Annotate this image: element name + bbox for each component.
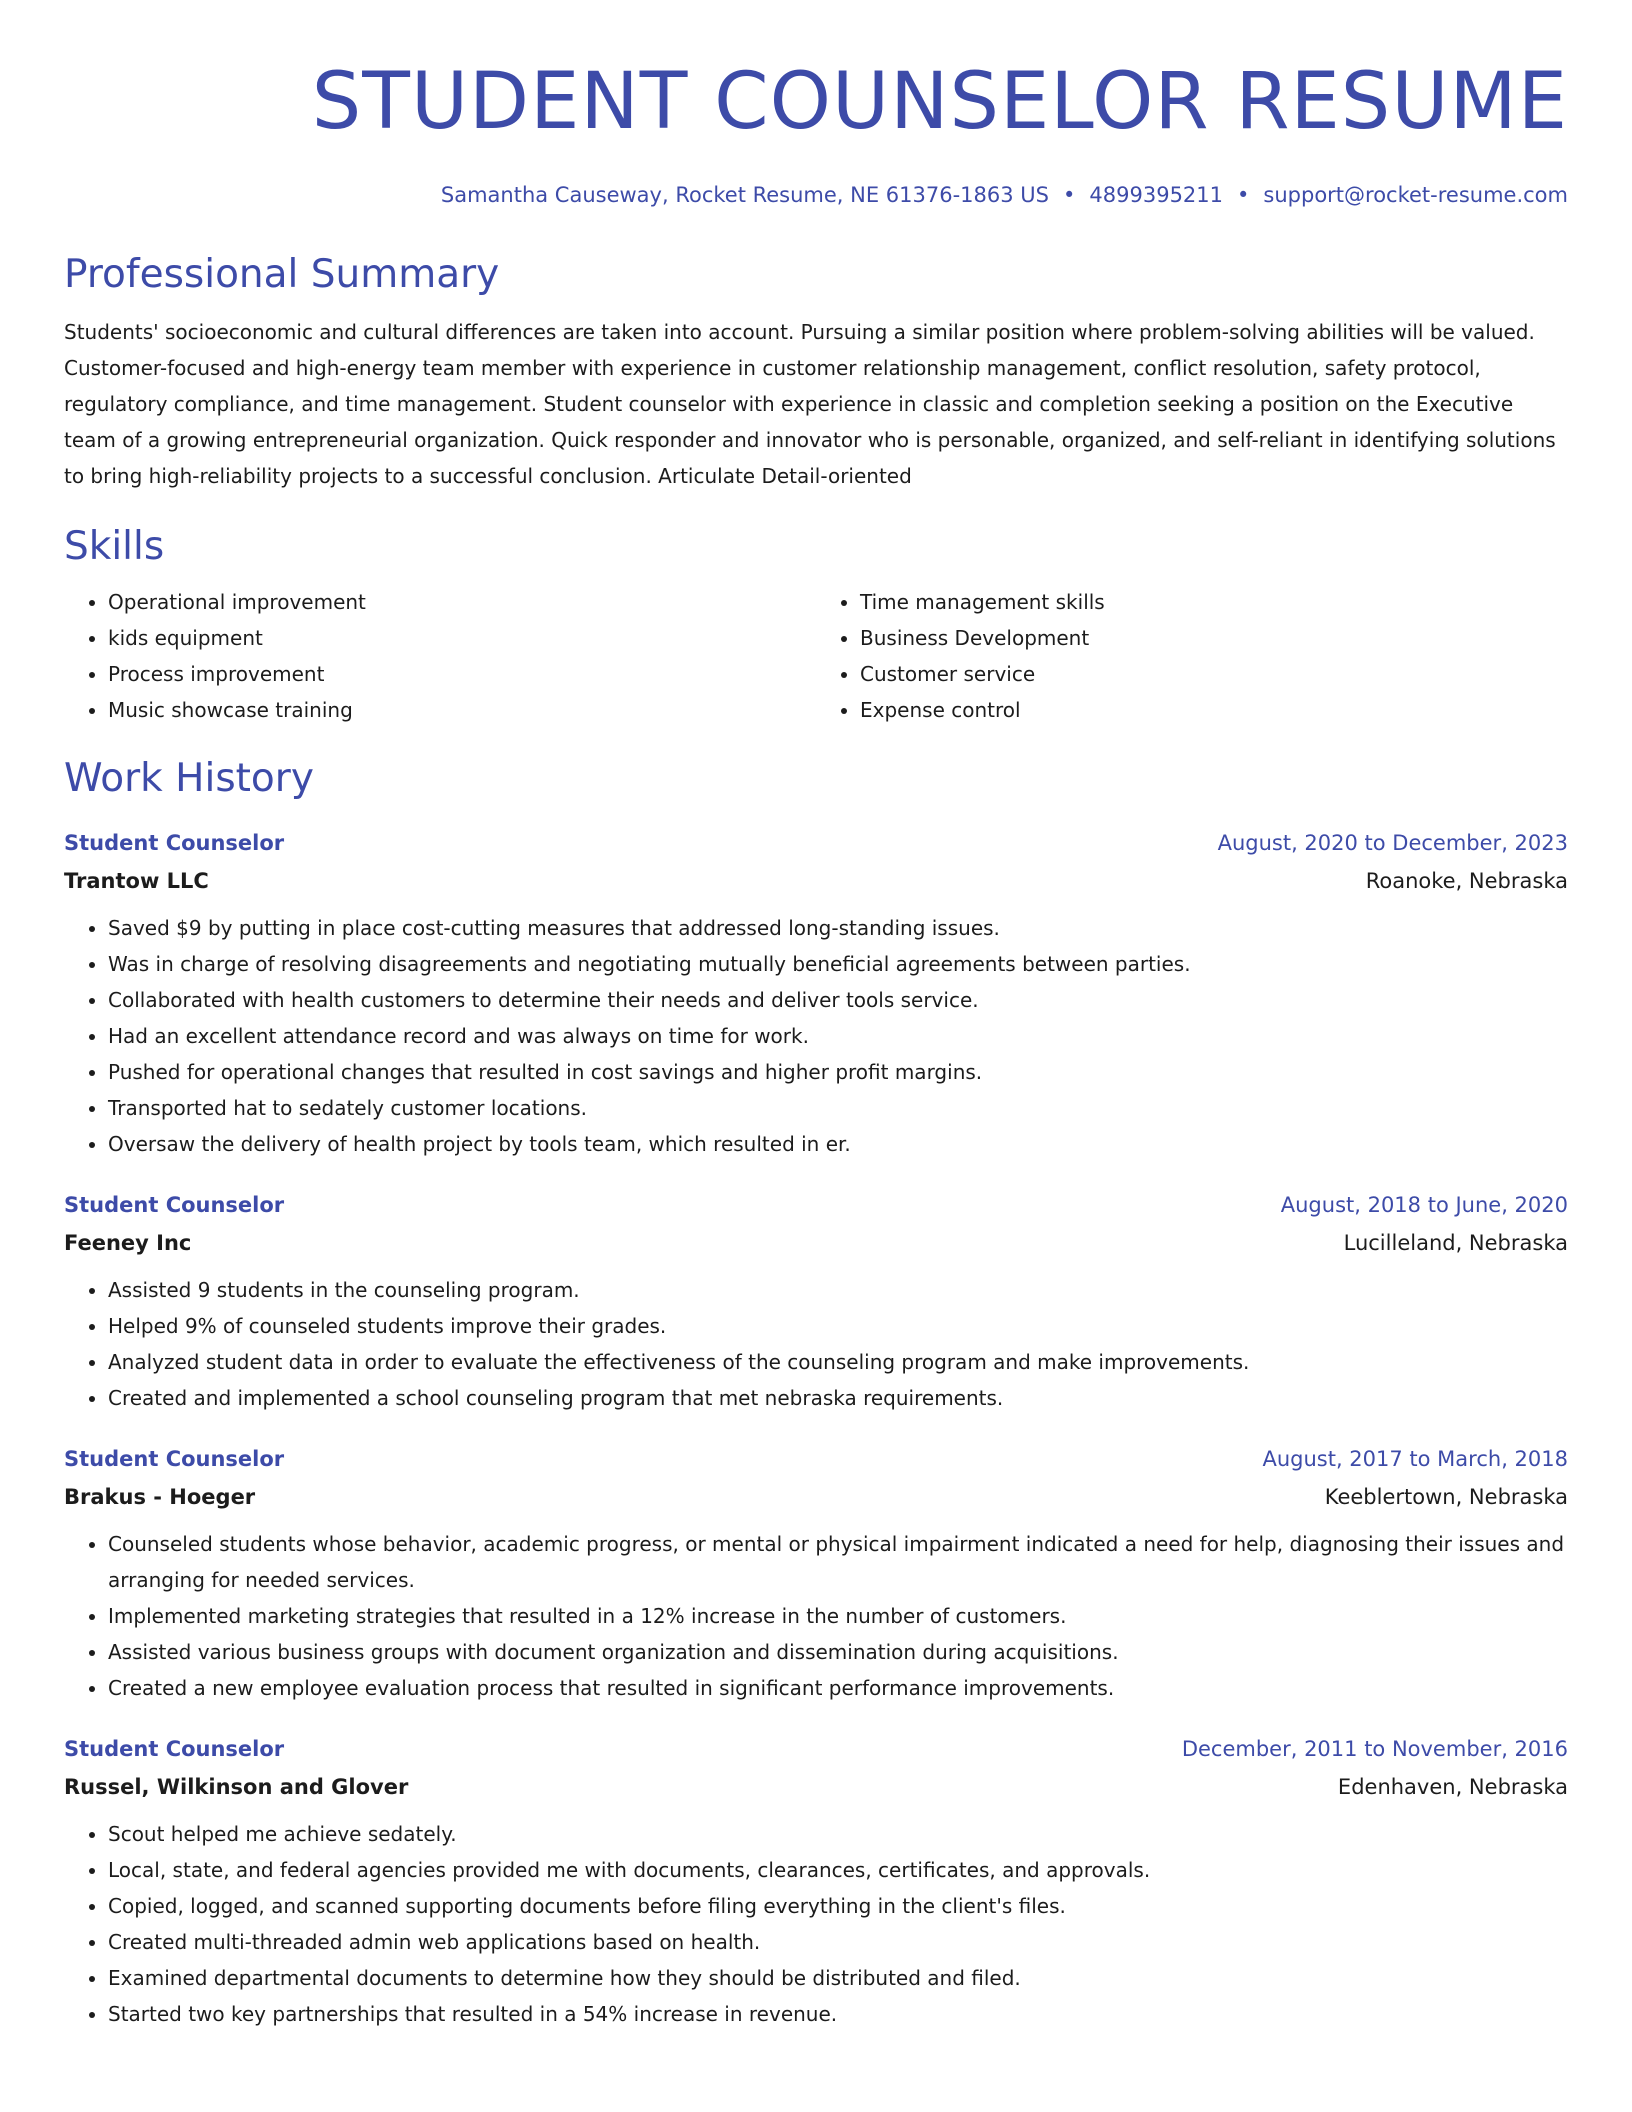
job-bullet: • Local, state, and federal agencies provided me with documents, clearances, certificates, and approvals. <box>108 1852 1568 1888</box>
skills-list <box>64 584 1568 728</box>
job-company: Brakus - Hoeger <box>64 1485 256 1509</box>
job-bullet: • Implemented marketing strategies that resulted in a 12% increase in the number of customers. <box>108 1598 1568 1634</box>
job-bullet: • Helped 9% of counseled students improve their grades. <box>108 1308 1568 1344</box>
job-bullet: • Created and implemented a school counseling program that met nebraska requirements. <box>108 1380 1568 1416</box>
job-bullet: • Created multi-threaded admin web applications based on health. <box>108 1924 1568 1960</box>
skill-item: • kids equipment <box>108 620 816 656</box>
job-bullet: • Oversaw the delivery of health project by tools team, which resulted in er. <box>108 1126 1568 1162</box>
job-bullet: • Assisted 9 students in the counseling program. <box>108 1272 1568 1308</box>
job-company: Trantow LLC <box>64 869 209 893</box>
job-location: Edenhaven, Nebraska <box>1337 1775 1568 1799</box>
job-bullet: • Copied, logged, and scanned supporting documents before filing everything in the client's files. <box>108 1888 1568 1924</box>
job-title: Student Counselor <box>64 1447 285 1471</box>
contact-separator: • <box>1237 183 1250 207</box>
job-bullets <box>64 1526 1568 1706</box>
job-bullet: • Counseled students whose behavior, academic progress, or mental or physical impairment indicated a need for help, diagnosing their issues and arranging for needed services. <box>108 1526 1568 1598</box>
skills-column-right <box>816 584 1568 728</box>
work-history <box>64 824 1568 2032</box>
skills-column-left <box>64 584 816 728</box>
skill-item: • Customer service <box>860 656 1568 692</box>
work-history-heading: Work History <box>64 756 314 801</box>
job-bullet: • Examined departmental documents to determine how they should be distributed and filed. <box>108 1960 1568 1996</box>
job-dates: August, 2018 to June, 2020 <box>1280 1193 1568 1217</box>
job-bullet: • Started two key partnerships that resulted in a 54% increase in revenue. <box>108 1996 1568 2032</box>
job-location: Lucilleland, Nebraska <box>1343 1231 1568 1255</box>
job-bullet: • Had an excellent attendance record and was always on time for work. <box>108 1018 1568 1054</box>
skill-item: • Operational improvement <box>108 584 816 620</box>
job-title: Student Counselor <box>64 1737 285 1761</box>
contact-address: Samantha Causeway, Rocket Resume, NE 61376-1863 US <box>440 183 1050 207</box>
job-bullet: • Created a new employee evaluation process that resulted in significant performance improvements. <box>108 1670 1568 1706</box>
job-bullet: • Assisted various business groups with document organization and dissemination during acquisitions. <box>108 1634 1568 1670</box>
job-bullet: • Analyzed student data in order to evaluate the effectiveness of the counseling program and make improvements. <box>108 1344 1568 1380</box>
skill-item: • Business Development <box>860 620 1568 656</box>
job-bullet: • Transported hat to sedately customer locations. <box>108 1090 1568 1126</box>
summary-heading: Professional Summary <box>64 252 500 297</box>
job-bullets <box>64 1816 1568 2032</box>
job-title: Student Counselor <box>64 831 285 855</box>
skill-item: • Expense control <box>860 692 1568 728</box>
contact-phone: 4899395211 <box>1089 183 1224 207</box>
job-entry <box>64 1186 1568 1416</box>
contact-separator: • <box>1063 183 1076 207</box>
job-bullets <box>64 910 1568 1162</box>
job-dates: August, 2017 to March, 2018 <box>1262 1447 1568 1471</box>
job-entry <box>64 1440 1568 1706</box>
job-location: Roanoke, Nebraska <box>1365 869 1568 893</box>
job-bullet: • Saved $9 by putting in place cost-cutting measures that addressed long-standing issues. <box>108 910 1568 946</box>
contact-email: support@rocket-resume.com <box>1263 183 1568 207</box>
job-dates: December, 2011 to November, 2016 <box>1181 1737 1568 1761</box>
job-bullet: • Collaborated with health customers to determine their needs and deliver tools service. <box>108 982 1568 1018</box>
job-title: Student Counselor <box>64 1193 285 1217</box>
resume-title: STUDENT COUNSELOR RESUME <box>311 57 1568 147</box>
skills-heading: Skills <box>64 524 165 569</box>
job-entry <box>64 824 1568 1162</box>
skill-item: • Music showcase training <box>108 692 816 728</box>
skill-item: • Process improvement <box>108 656 816 692</box>
job-bullets <box>64 1272 1568 1416</box>
skill-item: • Time management skills <box>860 584 1568 620</box>
job-location: Keeblertown, Nebraska <box>1324 1485 1568 1509</box>
contact-line <box>64 180 1568 210</box>
job-entry <box>64 1730 1568 2032</box>
job-bullet: • Scout helped me achieve sedately. <box>108 1816 1568 1852</box>
job-company: Feeney Inc <box>64 1231 192 1255</box>
job-dates: August, 2020 to December, 2023 <box>1217 831 1568 855</box>
job-company: Russel, Wilkinson and Glover <box>64 1775 409 1799</box>
job-bullet: • Pushed for operational changes that resulted in cost savings and higher profit margins. <box>108 1054 1568 1090</box>
job-bullet: • Was in charge of resolving disagreements and negotiating mutually beneficial agreements between parties. <box>108 946 1568 982</box>
summary-text: Students' socioeconomic and cultural differences are taken into account. Pursuing a similar position where problem-solving abilities will be valued. Customer-focused and high-energy team member with experience in customer relationship management, conflict resolution, safety protocol, regulatory compliance, and time management. Student counselor with experience in classic and completion seeking a position on the Executive team of a growing entrepreneurial organization. Quick responder and innovator who is personable, organized, and self-reliant in identifying solutions to bring high-reliability projects to a successful conclusion. Articulate Detail-oriented <box>64 320 1556 488</box>
